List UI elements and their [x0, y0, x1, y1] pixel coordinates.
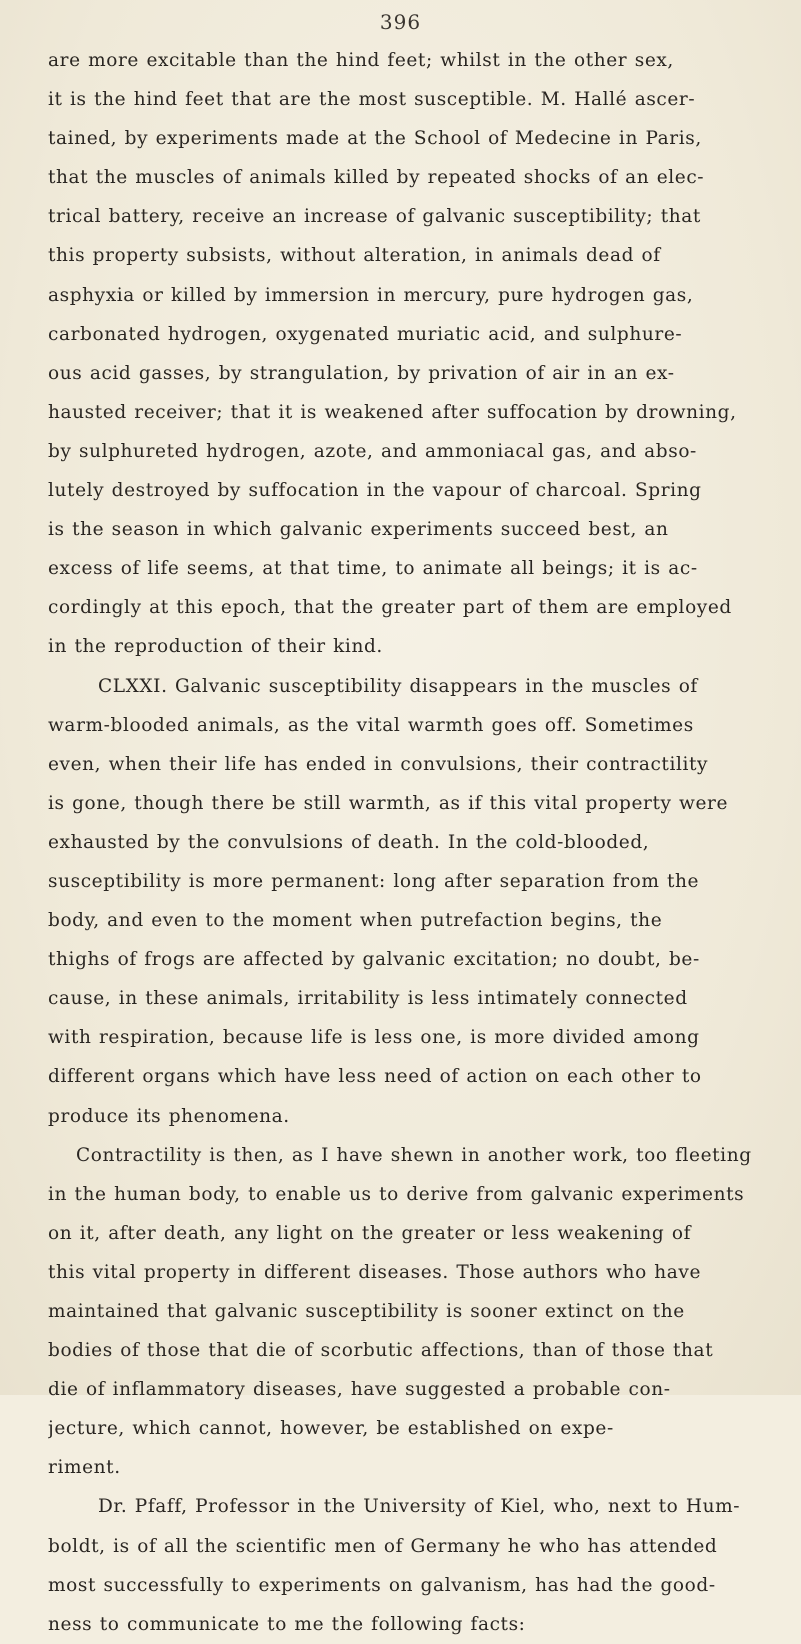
text-line: is gone, though there be still warmth, as if this vital property were [48, 792, 729, 814]
text-line: that the muscles of animals killed by repeated shocks of an elec- [48, 167, 705, 189]
page-number: 396 [379, 10, 422, 34]
text-line: in the human body, to enable us to derive from galvanic experiments [48, 1183, 745, 1205]
text-line: different organs which have less need of action on each other to [48, 1066, 702, 1088]
text-line: most successfully to experiments on galvanism, has had the good- [48, 1574, 716, 1596]
text-line: exhausted by the convulsions of death. In the cold-blooded, [48, 831, 650, 853]
text-line: susceptibility is more permanent: long after separation from the [48, 870, 700, 892]
text-line: lutely destroyed by suffocation in the vapour of charcoal. Spring [48, 480, 702, 502]
text-line: this property subsists, without alteration, in animals dead of [48, 245, 661, 267]
text-line: by sulphureted hydrogen, azote, and ammoniacal gas, and abso- [48, 440, 697, 462]
text-line: hausted receiver; that it is weakened after suffocation by drowning, [48, 401, 737, 423]
text-line: asphyxia or killed by immersion in mercury, pure hydrogen gas, [48, 284, 694, 306]
text-line: thighs of frogs are affected by galvanic excitation; no doubt, be- [48, 949, 700, 971]
text-line: is the season in which galvanic experiments succeed best, an [48, 519, 669, 541]
text-line: boldt, is of all the scientific men of Germany he who has attended [48, 1535, 718, 1557]
text-line: die of inflammatory diseases, have suggested a probable con- [48, 1379, 671, 1401]
paragraph-start-line: Contractility is then, as I have shewn in another work, too fleeting [76, 1144, 752, 1166]
text-line: excess of life seems, at that time, to animate all beings; it is ac- [48, 558, 698, 580]
text-line: tained, by experiments made at the School of Medecine in Paris, [48, 128, 702, 150]
text-line: in the reproduction of their kind. [48, 636, 383, 658]
text-line: ous acid gasses, by strangulation, by privation of air in an ex- [48, 362, 675, 384]
text-line: bodies of those that die of scorbutic affections, than of those that [48, 1340, 714, 1362]
text-line: maintained that galvanic susceptibility is sooner extinct on the [48, 1301, 685, 1322]
text-line: produce its phenomena. [48, 1105, 290, 1127]
text-line: warm-blooded animals, as the vital warmth goes off. Sometimes [48, 714, 694, 736]
text-line: with respiration, because life is less one, is more divided among [48, 1027, 700, 1049]
text-line: riment. [48, 1457, 121, 1479]
text-line: trical battery, receive an increase of galvanic susceptibility; that [48, 206, 701, 228]
text-line: body, and even to the moment when putrefaction begins, the [48, 910, 663, 932]
text-line: are more excitable than the hind feet; whilst in the other sex, [48, 50, 674, 71]
text-line: it is the hind feet that are the most susceptible. M. Hallé ascer- [48, 89, 696, 111]
text-line: even, when their life has ended in convulsions, their contractility [48, 753, 709, 775]
text-line: cordingly at this epoch, that the greater part of them are employed [48, 597, 732, 619]
text-line: on it, after death, any light on the greater or less weakening of [48, 1222, 692, 1244]
paragraph-start-line: CLXXI. Galvanic susceptibility disappears in the muscles of [98, 675, 698, 697]
text-line: cause, in these animals, irritability is less intimately connected [48, 988, 688, 1010]
text-line: ness to communicate to me the following facts: [48, 1613, 526, 1635]
text-line: carbonated hydrogen, oxygenated muriatic acid, and sulphure- [48, 323, 683, 345]
paragraph-start-line: Dr. Pfaff, Professor in the University of Kiel, who, next to Hum- [98, 1496, 741, 1518]
text-line: this vital property in different diseases. Those authors who have [48, 1261, 702, 1283]
text-line: jecture, which cannot, however, be established on expe- [48, 1418, 614, 1440]
body-text [48, 41, 758, 1644]
